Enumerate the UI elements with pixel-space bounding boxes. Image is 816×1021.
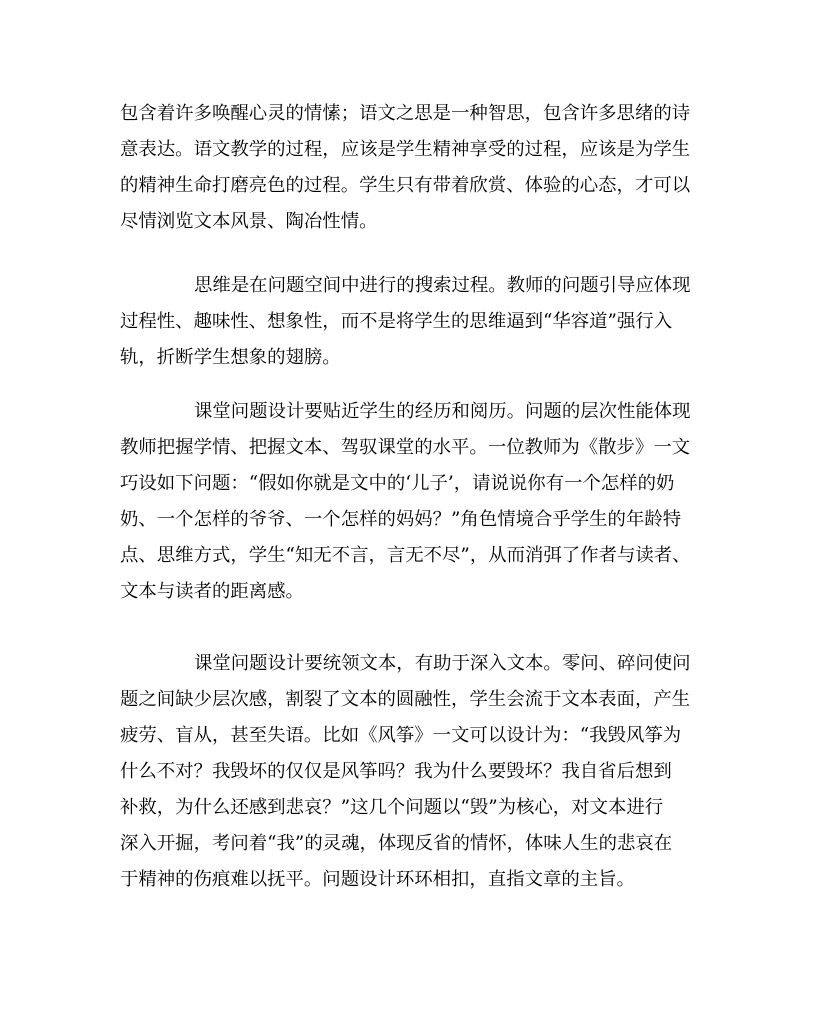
text-line: 尽情浏览文本风景、陶冶性情。	[120, 211, 378, 232]
text-line: 的精神生命打磨亮色的过程。学生只有带着欣赏、体验的心态，才可以	[120, 175, 691, 196]
text-line: 巧设如下问题：“假如你就是文中的‘儿子’，请说说你有一个怎样的奶	[120, 473, 675, 494]
text-line: 疲劳、盲从，甚至失语。比如《风筝》一文可以设计为：“我毁风筝为	[120, 725, 682, 746]
paragraph-3	[120, 394, 700, 610]
text-line: 包含着许多唤醒心灵的情愫；语文之思是一种智思，包含许多思绪的诗	[120, 103, 691, 124]
text-line: 思维是在问题空间中进行的搜索过程。教师的问题引导应体现	[194, 275, 691, 296]
text-line: 课堂问题设计要贴近学生的经历和阅历。问题的层次性能体现	[194, 401, 691, 422]
paragraph-4	[120, 646, 700, 898]
text-line: 过程性、趣味性、想象性，而不是将学生的思维逼到“华容道”强行入	[120, 311, 673, 332]
text-line: 文本与读者的距离感。	[120, 581, 304, 602]
text-line: 课堂问题设计要统领文本，有助于深入文本。零问、碎问使问	[194, 653, 691, 674]
text-line: 题之间缺少层次感，割裂了文本的圆融性，学生会流于文本表面，产生	[120, 689, 691, 710]
text-line: 意表达。语文教学的过程，应该是学生精神享受的过程，应该是为学生	[120, 139, 691, 160]
paragraph-1	[120, 96, 700, 240]
text-line: 补救，为什么还感到悲哀？”这几个问题以“毁”为核心，对文本进行	[120, 797, 664, 818]
paragraph-2	[120, 268, 700, 376]
text-line: 什么不对？我毁坏的仅仅是风筝吗？我为什么要毁坏？我自省后想到	[120, 761, 672, 782]
text-line: 点、思维方式，学生“知无不言，言无不尽”，从而消弭了作者与读者、	[120, 545, 691, 566]
text-line: 奶、一个怎样的爷爷、一个怎样的妈妈？”角色情境合乎学生的年龄特	[120, 509, 682, 530]
text-line: 教师把握学情、把握文本、驾驭课堂的水平。一位教师为《散步》一文	[120, 437, 691, 458]
text-line: 于精神的伤痕难以抚平。问题设计环环相扣，直指文章的主旨。	[120, 869, 635, 890]
text-line: 轨，折断学生想象的翅膀。	[120, 347, 341, 368]
text-line: 深入开掘，考问着“我”的灵魂，体现反省的情怀，体味人生的悲哀在	[120, 833, 673, 854]
